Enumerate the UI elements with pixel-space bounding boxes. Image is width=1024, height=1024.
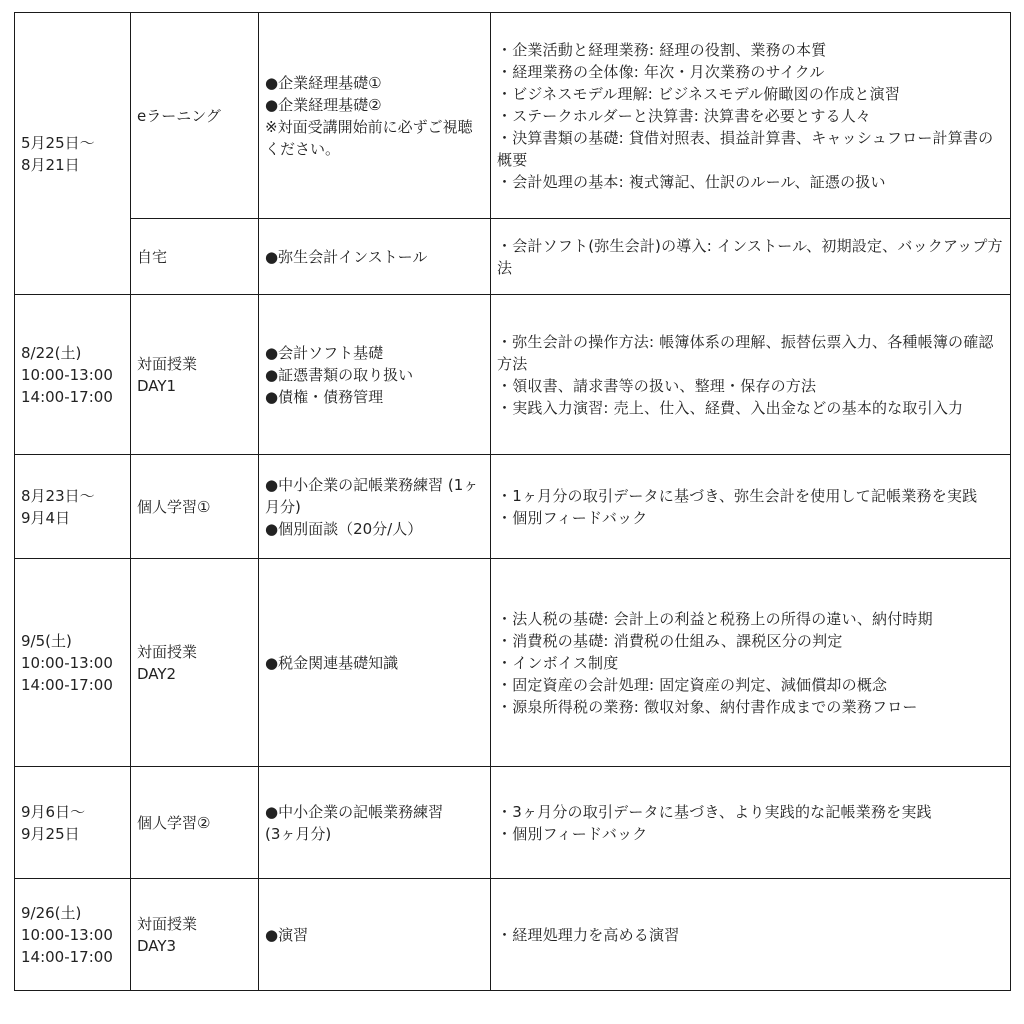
type-line: 自宅 [137, 247, 168, 266]
topic-line: (3ヶ月分) [265, 824, 332, 843]
topic-line: ※対面受講開始前に必ずご視聴ください。 [265, 117, 473, 158]
topic-line: ●弥生会計インストール [265, 247, 428, 266]
type-line: 対面授業 [137, 642, 198, 661]
type-line: 個人学習② [137, 813, 211, 832]
topic-line: ●企業経理基礎② [265, 95, 382, 114]
topic-line: ●債権・債務管理 [265, 387, 384, 406]
date-line: 14:00-17:00 [21, 947, 113, 966]
date-cell [15, 295, 131, 455]
detail-line: ・3ヶ月分の取引データに基づき、より実践的な記帳業務を実践 [497, 802, 932, 821]
topic-cell [259, 295, 491, 455]
detail-line: ・会計ソフト(弥生会計)の導入: インストール、初期設定、バックアップ方法 [497, 236, 1003, 277]
date-cell [15, 559, 131, 767]
topic-line: ●演習 [265, 925, 309, 944]
date-line: 14:00-17:00 [21, 675, 113, 694]
schedule-table [14, 12, 1011, 991]
topic-cell [259, 455, 491, 559]
date-line: 8月21日 [21, 155, 80, 174]
topic-line: ●個別面談（20分/人） [265, 519, 423, 538]
detail-line: ・個別フィードバック [497, 508, 648, 527]
date-line: 9月25日 [21, 824, 80, 843]
table-row [15, 559, 1011, 767]
detail-cell [491, 295, 1011, 455]
date-line: 9/26(土) [21, 903, 82, 922]
table-row [15, 13, 1011, 219]
detail-line: ・法人税の基礎: 会計上の利益と税務上の所得の違い、納付時期 [497, 609, 933, 628]
detail-line: ・インボイス制度 [497, 653, 619, 672]
detail-cell [491, 219, 1011, 295]
type-cell [131, 219, 259, 295]
table-row [15, 879, 1011, 991]
detail-line: ・企業活動と経理業務: 経理の役割、業務の本質 [497, 40, 827, 59]
date-line: 5月25日〜 [21, 133, 95, 152]
date-cell [15, 767, 131, 879]
type-line: DAY1 [137, 376, 177, 395]
detail-line: ・個別フィードバック [497, 824, 648, 843]
detail-cell [491, 767, 1011, 879]
detail-cell [491, 879, 1011, 991]
detail-line: ・経理業務の全体像: 年次・月次業務のサイクル [497, 62, 825, 81]
topic-line: ●中小企業の記帳業務練習 (1ヶ月分) [265, 475, 479, 516]
date-line: 9月6日〜 [21, 802, 86, 821]
detail-line: ・経理処理力を高める演習 [497, 925, 680, 944]
date-line: 8/22(土) [21, 343, 82, 362]
table-row [15, 219, 1011, 295]
detail-line: ・1ヶ月分の取引データに基づき、弥生会計を使用して記帳業務を実践 [497, 486, 978, 505]
type-line: 対面授業 [137, 354, 198, 373]
date-cell [15, 13, 131, 295]
topic-cell [259, 767, 491, 879]
type-cell [131, 879, 259, 991]
topic-line: ●企業経理基礎① [265, 73, 382, 92]
topic-cell [259, 219, 491, 295]
date-line: 14:00-17:00 [21, 387, 113, 406]
type-cell [131, 295, 259, 455]
topic-cell [259, 879, 491, 991]
type-cell [131, 13, 259, 219]
detail-line: ・ステークホルダーと決算書: 決算書を必要とする人々 [497, 106, 872, 125]
date-line: 10:00-13:00 [21, 925, 113, 944]
detail-line: ・会計処理の基本: 複式簿記、仕訳のルール、証憑の扱い [497, 172, 886, 191]
date-line: 10:00-13:00 [21, 365, 113, 384]
topic-cell [259, 559, 491, 767]
date-cell [15, 879, 131, 991]
table-row [15, 295, 1011, 455]
date-line: 8月23日〜 [21, 486, 95, 505]
detail-line: ・領収書、請求書等の扱い、整理・保存の方法 [497, 376, 817, 395]
topic-line: ●証憑書類の取り扱い [265, 365, 414, 384]
detail-line: ・実践入力演習: 売上、仕入、経費、入出金などの基本的な取引入力 [497, 398, 964, 417]
topic-line: ●税金関連基礎知識 [265, 653, 399, 672]
type-line: DAY2 [137, 664, 177, 683]
table-row [15, 767, 1011, 879]
detail-line: ・源泉所得税の業務: 徴収対象、納付書作成までの業務フロー [497, 697, 918, 716]
detail-line: ・決算書類の基礎: 貸借対照表、損益計算書、キャッシュフロー計算書の概要 [497, 128, 994, 169]
topic-line: ●中小企業の記帳業務練習 [265, 802, 444, 821]
type-line: DAY3 [137, 936, 177, 955]
detail-line: ・固定資産の会計処理: 固定資産の判定、減価償却の概念 [497, 675, 888, 694]
schedule-sheet [14, 12, 1010, 990]
topic-cell [259, 13, 491, 219]
date-line: 9/5(土) [21, 631, 72, 650]
detail-line: ・弥生会計の操作方法: 帳簿体系の理解、振替伝票入力、各種帳簿の確認方法 [497, 332, 994, 373]
detail-cell [491, 13, 1011, 219]
detail-line: ・消費税の基礎: 消費税の仕組み、課税区分の判定 [497, 631, 843, 650]
date-line: 9月4日 [21, 508, 71, 527]
date-cell [15, 455, 131, 559]
detail-line: ・ビジネスモデル理解: ビジネスモデル俯瞰図の作成と演習 [497, 84, 901, 103]
type-cell [131, 559, 259, 767]
table-row [15, 455, 1011, 559]
type-line: 対面授業 [137, 914, 198, 933]
type-line: 個人学習① [137, 497, 211, 516]
detail-cell [491, 559, 1011, 767]
date-line: 10:00-13:00 [21, 653, 113, 672]
type-line: eラーニング [137, 106, 221, 125]
type-cell [131, 767, 259, 879]
topic-line: ●会計ソフト基礎 [265, 343, 384, 362]
type-cell [131, 455, 259, 559]
detail-cell [491, 455, 1011, 559]
